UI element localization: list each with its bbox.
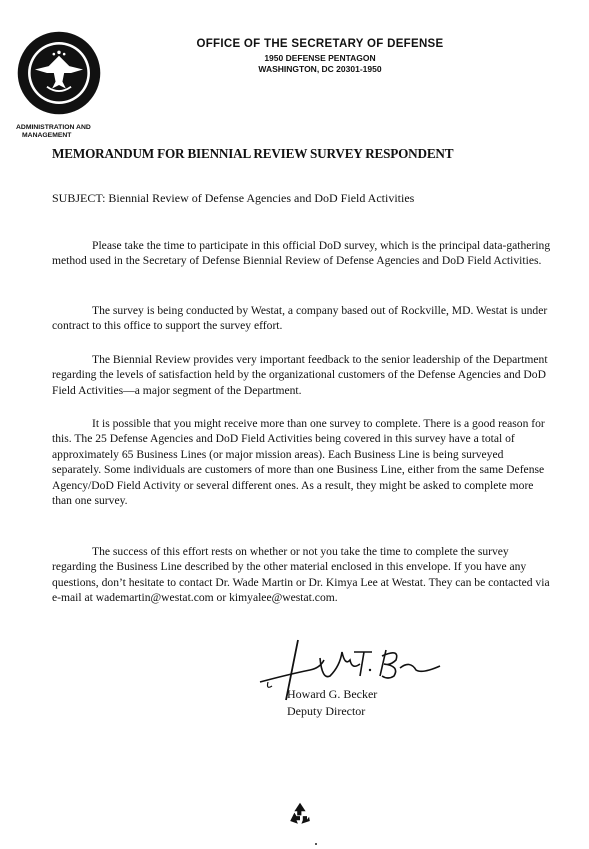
letterhead-address-line1: 1950 DEFENSE PENTAGON xyxy=(264,53,376,63)
paragraph-4: It is possible that you might receive more than one survey to complete. There is a good reason for this. The 25 Defense Agencies and DoD Field Activities being covered in this survey have a total of approximately 65 Business Lines (or major mission areas). Each Business Line is being surveyed separately. Some individuals are customers of more than one Business Line, either from the same Defense Agency/DoD Field Activity or several different ones. As a result, they might be asked to complete more than one survey. xyxy=(52,417,545,508)
signer-name: Howard G. Becker xyxy=(287,687,378,701)
signer-title: Deputy Director xyxy=(287,704,366,718)
letterhead-office: OFFICE OF THE SECRETARY OF DEFENSE xyxy=(196,38,444,50)
letterhead-address-line2: WASHINGTON, DC 20301-1950 xyxy=(258,64,382,74)
admin-label-line1: ADMINISTRATION AND xyxy=(16,124,91,131)
paragraph-3: The Biennial Review provides very important feedback to the senior leadership of the Department regarding the levels of satisfaction held by the organizational customers of the Defense Agencies and DoD Field Activities—a major segment of the Department. xyxy=(52,353,548,397)
paragraph-2: The survey is being conducted by Westat, a company based out of Rockville, MD. Westat is under contract to this office to support the survey effort. xyxy=(52,304,548,333)
recycle-icon xyxy=(286,800,314,828)
subject-line: SUBJECT: Biennial Review of Defense Agencies and DoD Field Activities xyxy=(52,191,415,205)
memo-heading: MEMORANDUM FOR BIENNIAL REVIEW SURVEY RESPONDENT xyxy=(52,146,454,161)
admin-label xyxy=(16,124,91,140)
scan-mark xyxy=(315,843,317,845)
paragraph-1: Please take the time to participate in this official DoD survey, which is the principal data-gathering method used in the Secretary of Defense Biennial Review of Defense Agencies and DoD Field Activities. xyxy=(52,239,551,268)
paragraph-5: The success of this effort rests on whether or not you take the time to complete the survey regarding the Business Line described by the other material enclosed in this envelope. If you have any questions, don’t hesitate to contact Dr. Wade Martin or Dr. Kimya Lee at Westat. They can be contacted via e-mail at wademartin@westat.com or kimyalee@westat.com. xyxy=(52,545,550,605)
admin-label-line2: MANAGEMENT xyxy=(22,132,72,139)
dod-seal xyxy=(16,30,102,116)
